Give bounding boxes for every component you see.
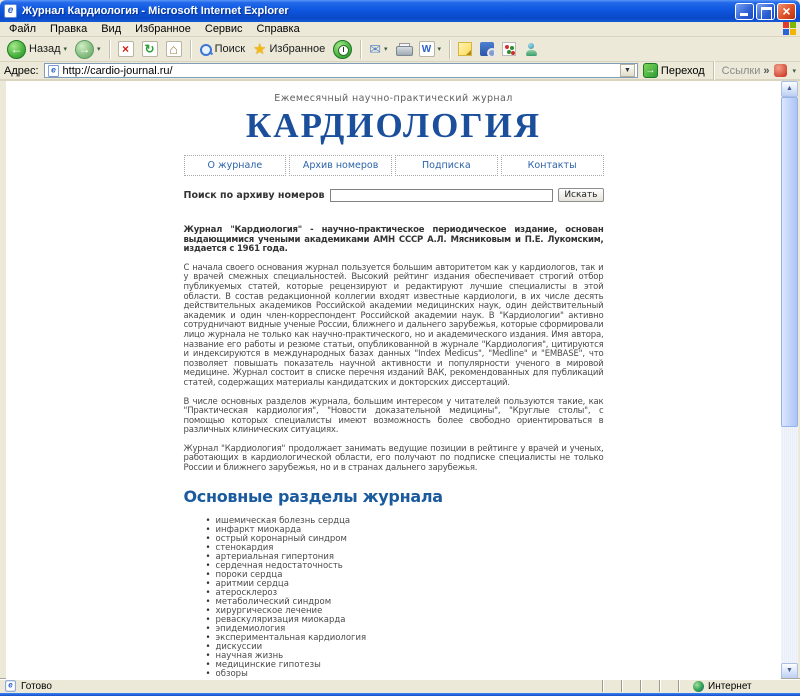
minimize-button[interactable] <box>735 3 754 20</box>
window-bottom-border <box>0 693 800 696</box>
window-title: Журнал Кардиология - Microsoft Internet Explorer <box>22 5 289 17</box>
page-favicon: e <box>48 65 59 77</box>
list-item: • реваскуляризация миокарда <box>206 616 604 625</box>
list-item: • острый коронарный синдром <box>206 535 604 544</box>
archive-search <box>184 188 604 202</box>
body-paragraphs <box>184 264 604 474</box>
list-item: • эпидемиология <box>206 625 604 634</box>
scrollbar-track[interactable] <box>781 97 798 663</box>
menu-items <box>2 22 782 36</box>
status-pane <box>659 680 678 692</box>
close-button[interactable] <box>777 3 796 20</box>
status-bar <box>0 679 800 693</box>
status-text: Готово <box>21 680 52 692</box>
links-bar[interactable] <box>722 65 770 77</box>
discuss-button[interactable] <box>455 41 475 57</box>
research-button[interactable] <box>477 41 497 57</box>
address-separator <box>713 61 714 80</box>
menu-item[interactable]: Сервис <box>204 23 243 35</box>
research-icon <box>480 42 494 56</box>
toolbar <box>0 37 800 62</box>
title-bar <box>0 0 800 22</box>
toolbar-separator <box>190 40 191 59</box>
site-nav <box>184 155 604 176</box>
scrollbar-thumb[interactable] <box>781 97 798 427</box>
page-body <box>6 81 781 679</box>
mail-button[interactable] <box>366 41 390 57</box>
list-item: • научная жизнь <box>206 652 604 661</box>
forward-icon: → <box>75 40 94 59</box>
back-dropdown-icon[interactable]: ▾ <box>63 46 68 53</box>
toolbar-separator <box>109 40 110 59</box>
list-item: • инфаркт миокарда <box>206 526 604 535</box>
menu-item[interactable]: Избранное <box>135 23 191 35</box>
windows-logo-icon <box>782 22 798 36</box>
menu-item[interactable]: Вид <box>101 23 122 35</box>
globe-icon <box>693 681 704 692</box>
list-item: • артериальная гипертония <box>206 553 604 562</box>
contacts-button[interactable] <box>521 41 542 58</box>
list-item: • обзоры <box>206 670 604 679</box>
mail-dropdown-icon[interactable]: ▾ <box>383 46 388 53</box>
vertical-scrollbar[interactable] <box>781 81 798 679</box>
toolbar-separator <box>360 40 361 59</box>
back-label: Назад <box>29 43 61 55</box>
nav-tab[interactable]: Подписка <box>395 155 498 176</box>
list-item: • ишемическая болезнь сердца <box>206 517 604 526</box>
stop-icon: × <box>118 41 134 57</box>
list-item: • хирургическое лечение <box>206 607 604 616</box>
archive-search-label: Поиск по архиву номеров <box>183 189 325 201</box>
messenger-button[interactable] <box>499 41 519 57</box>
favorites-button[interactable] <box>250 41 328 58</box>
favorites-icon: ★ <box>253 40 267 58</box>
status-pane <box>621 680 640 692</box>
refresh-icon: ↻ <box>142 41 158 57</box>
list-item: • стенокардия <box>206 544 604 553</box>
page-content <box>184 81 604 679</box>
paragraph: Журнал "Кардиология" продолжает занимать ведущие позиции в рейтинге у врачей и ученых, работающих в кардиологической области, его получают по подписке специалисты не только России и ближнего зарубежья, но и в странах дальнего зарубежья. <box>183 443 604 474</box>
zone-label: Интернет <box>708 680 752 692</box>
list-item: • пороки сердца <box>206 571 604 580</box>
list-item: • сердечная недостаточность <box>206 562 604 571</box>
journal-title: КАРДИОЛОГИЯ <box>245 106 542 145</box>
list-item: • атеросклероз <box>206 589 604 598</box>
history-icon <box>333 40 352 59</box>
journal-tagline: Ежемесячный научно-практический журнал <box>274 93 513 104</box>
home-button[interactable] <box>163 40 185 58</box>
list-item: • дискуссии <box>206 643 604 652</box>
home-icon: ⌂ <box>166 41 182 57</box>
archive-search-input[interactable] <box>330 189 554 202</box>
menu-item[interactable]: Файл <box>9 23 37 35</box>
address-dropdown-button[interactable]: ▼ <box>620 64 635 77</box>
contact-person-icon <box>524 42 539 57</box>
nav-tab[interactable]: О журнале <box>184 155 287 176</box>
go-label: Переход <box>660 64 705 77</box>
address-bar <box>0 62 800 81</box>
print-icon <box>396 43 411 55</box>
restore-button[interactable] <box>756 3 775 20</box>
forward-button[interactable] <box>72 39 104 60</box>
list-item: • аритмии сердца <box>206 580 604 589</box>
print-button[interactable] <box>393 42 414 56</box>
nav-tab[interactable]: Контакты <box>501 155 604 176</box>
forward-dropdown-icon[interactable]: ▾ <box>97 46 101 53</box>
address-label: Адрес: <box>4 64 39 77</box>
paragraph: В числе основных разделов журнала, большим интересом у читателей пользуются такие, как "Практическая кардиология", "Новости доказательной медицины", "Круглые столы", с помощью которых специалисты имеют возможность более свободно ориентироваться в различных клинических ситуациях. <box>183 396 604 436</box>
links-toolbar-icon[interactable] <box>774 64 787 77</box>
toolbar-separator <box>449 40 450 59</box>
links-label: Ссылки <box>721 64 761 77</box>
search-button[interactable] <box>196 42 248 57</box>
word-icon: W <box>419 41 435 57</box>
links-chevron-icon[interactable]: » <box>763 64 770 77</box>
mail-icon: ✉ <box>369 41 381 57</box>
refresh-button[interactable] <box>139 40 161 58</box>
status-page-icon: e <box>5 681 15 692</box>
menu-item[interactable]: Правка <box>50 23 88 35</box>
status-message-pane <box>2 679 602 693</box>
edit-dropdown-icon[interactable]: ▾ <box>437 46 442 53</box>
list-item: • экспериментальная кардиология <box>206 634 604 643</box>
sections-list <box>184 517 604 679</box>
security-zone-pane <box>678 680 798 692</box>
sections-heading: Основные разделы журнала <box>183 486 443 506</box>
links-dropdown-icon[interactable]: ▾ <box>792 67 796 75</box>
nav-tab[interactable]: Архив номеров <box>289 155 392 176</box>
browser-viewport <box>0 81 800 679</box>
menu-item[interactable]: Справка <box>256 23 300 35</box>
paragraph: С начала своего основания журнал пользуется большим авторитетом как у кардиологов, так и у врачей смежных специальностей. Высокий рейтинг издания обеспечивает строгий отбор публикуемых статей, которые рецензируют и редактируют лучшие специалисты в этой области. В состав редакционной коллегии входят известные кардиологи, в их числе десять действительных академиков Российской академии медицинских наук, один действительный академик и один член-корреспондент Российской академии наук. В "Кардиологии" активно сотрудничают видные ученые России, ближнего и дальнего зарубежья, которые сформировали лицо журнала не только как научно-практического, но и академического издания. Имя автора, название его работы и резюме статьи, опубликованной в журнале "Кардиология", цитируются и индексируются в международных базах данных "Index Medicus", "Medline" и "EMBASE", что позволяет повышать показатель научной активности и популярности ученого в мировой медицине. Журнал состоит в списке перечня изданий ВАК, рекомендованных для публикаций статей, содержащих материалы кандидатских и докторских диссертаций. <box>183 262 604 388</box>
status-pane <box>602 680 621 692</box>
go-icon: → <box>643 63 658 78</box>
address-input[interactable] <box>44 63 638 78</box>
messenger-icon <box>502 42 516 56</box>
stop-button[interactable] <box>115 40 137 58</box>
ie-app-icon: e <box>4 4 17 18</box>
scroll-up-button[interactable]: ▲ <box>781 81 798 97</box>
favorites-label: Избранное <box>269 43 326 55</box>
go-button[interactable] <box>643 63 705 78</box>
back-button[interactable] <box>4 39 70 60</box>
edit-with-word-button[interactable] <box>416 40 445 58</box>
history-button[interactable] <box>330 39 355 60</box>
discuss-note-icon <box>458 42 472 56</box>
search-icon <box>199 43 212 56</box>
address-url[interactable]: http://cardio-journal.ru/ <box>62 64 173 77</box>
scroll-down-button[interactable]: ▼ <box>781 663 798 679</box>
list-item: • метаболический синдром <box>206 598 604 607</box>
archive-search-button[interactable]: Искать <box>558 188 603 202</box>
menu-bar <box>0 22 800 37</box>
intro-paragraph: Журнал "Кардиология" - научно-практическое периодическое издание, основан выдающимися учеными академиками АМН СССР А.Л. Мясниковым и П.Е. Лукомским, издается с 1961 года. <box>183 225 604 255</box>
list-item: • медицинские гипотезы <box>206 661 604 670</box>
status-pane <box>640 680 659 692</box>
back-icon: ← <box>7 40 26 59</box>
search-label: Поиск <box>214 43 246 55</box>
